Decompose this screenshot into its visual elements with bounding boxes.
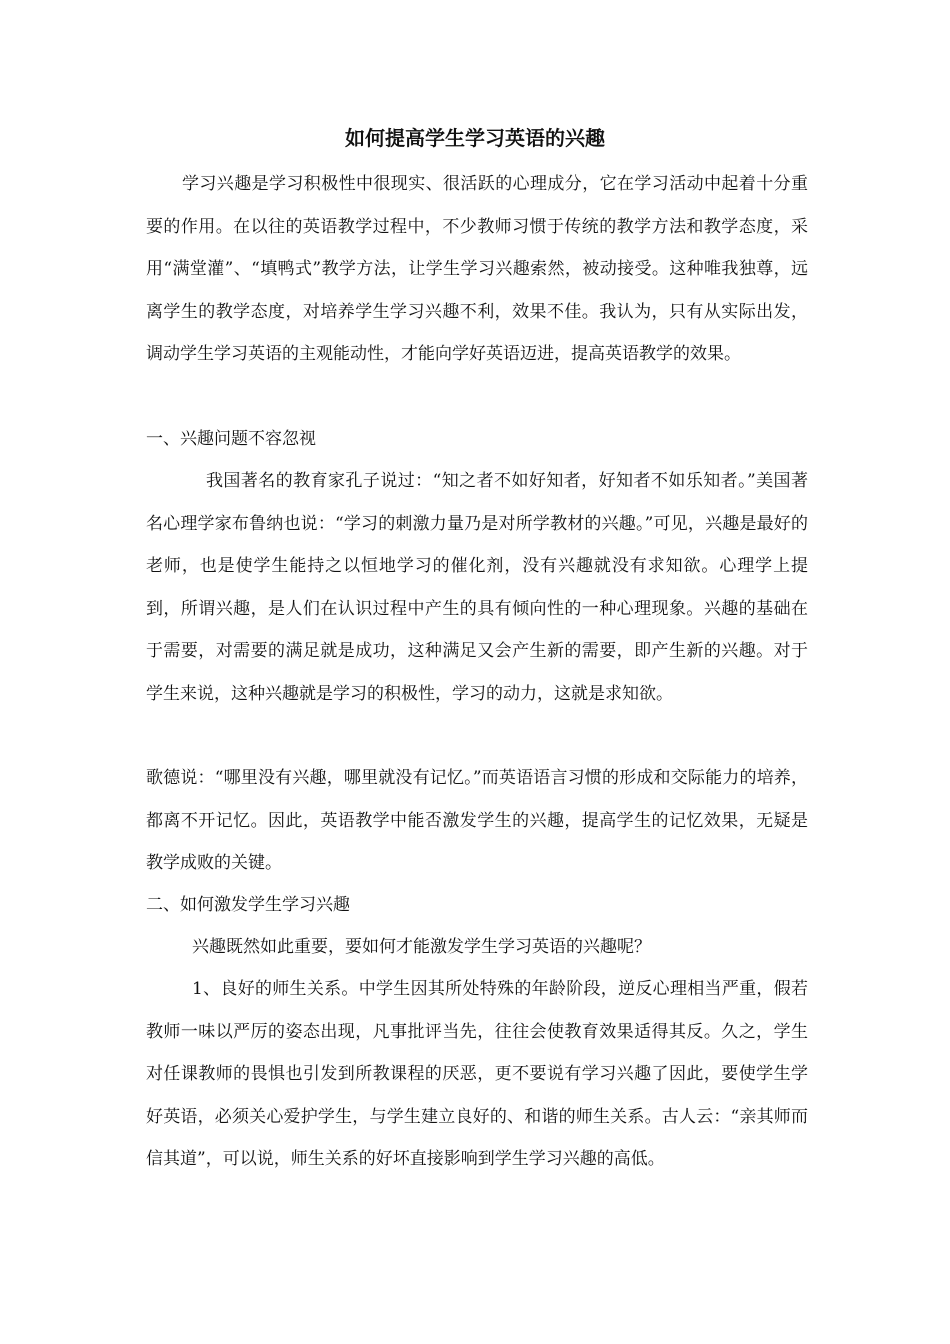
section-heading-2: 二、如何激发学生学习兴趣	[146, 895, 350, 915]
paragraph-goethe: 歌德说：“哪里没有兴趣，哪里就没有记忆。”而英语语言习惯的形成和交际能力的培养，都离不开记忆。因此，英语教学中能否激发学生的兴趣，提高学生的记忆效果，无疑是教学成败的关键。	[146, 768, 808, 873]
paragraph-confucius: 我国著名的教育家孔子说过：“知之者不如好知者，好知者不如乐知者。”美国著名心理学家布鲁纳也说：“学习的刺激力量乃是对所学教材的兴趣。”可见，兴趣是最好的老师，也是使学生能持之以恒地学习的催化剂，没有兴趣就没有求知欲。心理学上提到，所谓兴趣，是人们在认识过程中产生的具有倾向性的一种心理现象。兴趣的基础在于需要，对需要的满足就是成功，这种满足又会产生新的需要，即产生新的兴趣。对于学生来说，这种兴趣就是学习的积极性，学习的动力，这就是求知欲。	[146, 471, 808, 704]
section-heading-1: 一、兴趣问题不容忽视	[146, 429, 316, 449]
paragraph-question: 兴趣既然如此重要，要如何才能激发学生学习英语的兴趣呢？	[192, 937, 651, 957]
document-title: 如何提高学生学习英语的兴趣	[345, 126, 605, 150]
paragraph-intro: 学习兴趣是学习积极性中很现实、很活跃的心理成分，它在学习活动中起着十分重要的作用。在以往的英语教学过程中，不少教师习惯于传统的教学方法和教学态度，采用“满堂灌”、“填鸭式”教学方法，让学生学习兴趣索然，被动接受。这种唯我独尊，远离学生的教学态度，对培养学生学习兴趣不利，效果不佳。我认为，只有从实际出发，调动学生学习英语的主观能动性，才能向学好英语迈进，提高英语教学的效果。	[146, 174, 808, 364]
paragraph-teacher-relationship: 1、良好的师生关系。中学生因其所处特殊的年龄阶段，逆反心理相当严重，假若教师一味以严厉的姿态出现，凡事批评当先，往往会使教育效果适得其反。久之，学生对任课教师的畏惧也引发到所教课程的厌恶，更不要说有学习兴趣了因此，要使学生学好英语，必须关心爱护学生，与学生建立良好的、和谐的师生关系。古人云：“亲其师而信其道”，可以说，师生关系的好坏直接影响到学生学习兴趣的高低。	[146, 979, 808, 1169]
